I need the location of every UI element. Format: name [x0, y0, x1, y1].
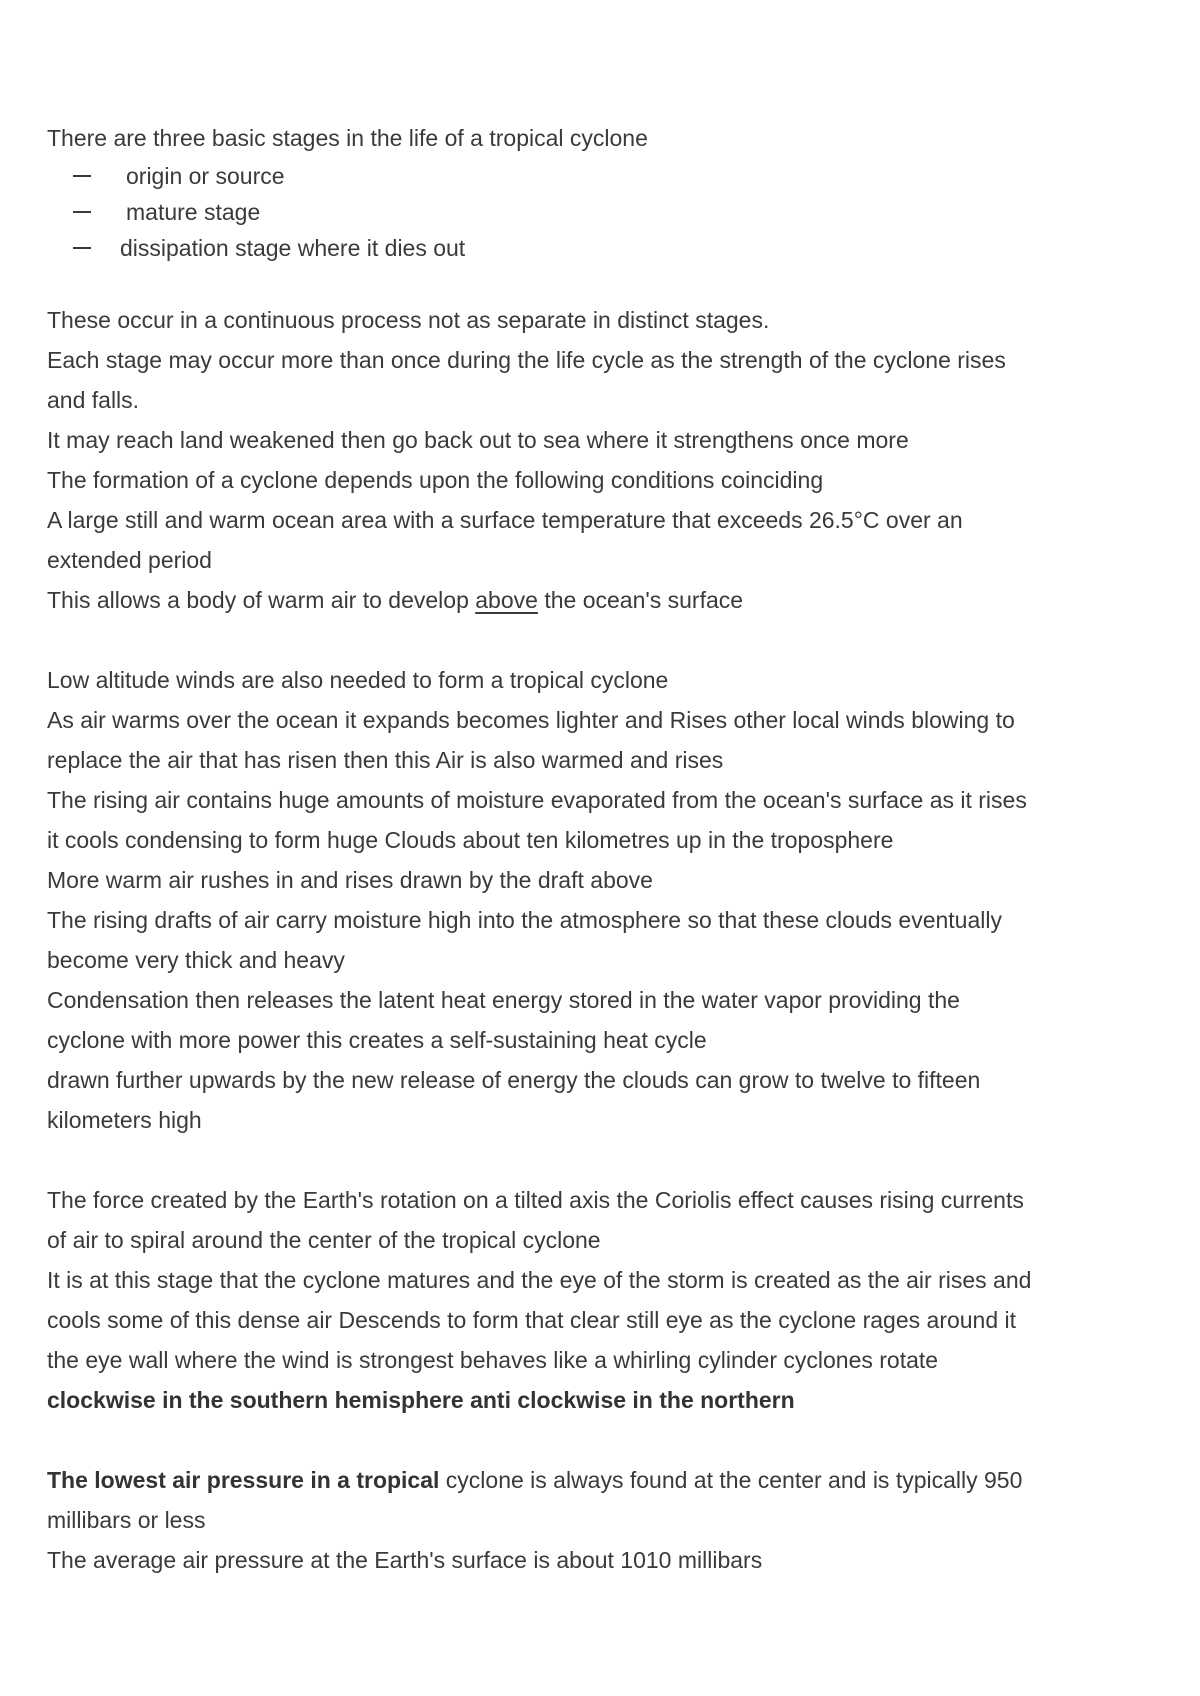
list-item [47, 194, 1167, 230]
list-item [47, 158, 1167, 194]
text-line: These occur in a continuous process not as separate in distinct stages. [47, 307, 770, 333]
text-line: the eye wall where the wind is strongest behaves like a whirling cylinder cyclones rotate [47, 1347, 939, 1373]
paragraph-gap [47, 620, 1167, 660]
dash-bullet-icon [73, 211, 91, 213]
paragraph-gap [47, 266, 1167, 300]
paragraph [47, 1460, 1167, 1580]
text-line: kilometers high [47, 1107, 202, 1133]
text-line [47, 580, 1167, 620]
text-line: millibars or less [47, 1507, 206, 1533]
text-line: Condensation then releases the latent heat energy stored in the water vapor providing the [47, 987, 960, 1013]
text-line: As air warms over the ocean it expands becomes lighter and Rises other local winds blowing to [47, 707, 1015, 733]
text-line: it cools condensing to form huge Clouds about ten kilometres up in the troposphere [47, 827, 894, 853]
list-item-text: dissipation stage where it dies out [120, 235, 466, 261]
bold-text-line: clockwise in the southern hemisphere anti clockwise in the northern [47, 1387, 795, 1413]
text-line: It is at this stage that the cyclone matures and the eye of the storm is created as the air rises and [47, 1267, 1032, 1293]
text-line: The formation of a cyclone depends upon the following conditions coinciding [47, 467, 824, 493]
text-line: extended period [47, 547, 212, 573]
text-line: It may reach land weakened then go back out to sea where it strengthens once more [47, 427, 909, 453]
text-line [47, 1460, 1167, 1500]
paragraph [47, 660, 1167, 1140]
stages-list [47, 158, 1167, 266]
paragraph [47, 1180, 1167, 1420]
text-segment: cyclone is always found at the center and is typically 950 [439, 1467, 1023, 1493]
text-line: A large still and warm ocean area with a surface temperature that exceeds 26.5°C over an [47, 507, 963, 533]
paragraph [47, 300, 1167, 620]
text-line: The rising drafts of air carry moisture high into the atmosphere so that these clouds eventually [47, 907, 1002, 933]
text-line: The rising air contains huge amounts of moisture evaporated from the ocean's surface as it rises [47, 787, 1027, 813]
text-segment: the ocean's surface [537, 587, 744, 613]
text-line: The force created by the Earth's rotation on a tilted axis the Coriolis effect causes rising currents [47, 1187, 1024, 1213]
bold-text-segment: The lowest air pressure in a tropical [47, 1467, 440, 1493]
list-item-text: origin or source [126, 163, 285, 189]
text-line: drawn further upwards by the new release of energy the clouds can grow to twelve to fifteen [47, 1067, 981, 1093]
list-item-text: mature stage [126, 199, 261, 225]
text-line: Low altitude winds are also needed to form a tropical cyclone [47, 667, 669, 693]
document-body [47, 118, 1167, 1580]
text-line: of air to spiral around the center of the tropical cyclone [47, 1227, 601, 1253]
text-line: Each stage may occur more than once during the life cycle as the strength of the cyclone rises [47, 347, 1006, 373]
text-line: cools some of this dense air Descends to form that clear still eye as the cyclone rages around it [47, 1307, 1017, 1333]
text-line: and falls. [47, 387, 140, 413]
underlined-word: above [475, 587, 538, 613]
dash-bullet-icon [73, 175, 91, 177]
paragraph-gap [47, 1420, 1167, 1460]
intro-text: There are three basic stages in the life of a tropical cyclone [47, 125, 648, 151]
paragraph-gap [47, 1140, 1167, 1180]
text-segment: This allows a body of warm air to develop [47, 587, 476, 613]
text-line: More warm air rushes in and rises drawn by the draft above [47, 867, 653, 893]
text-line: become very thick and heavy [47, 947, 345, 973]
text-line: cyclone with more power this creates a self-sustaining heat cycle [47, 1027, 707, 1053]
text-line: The average air pressure at the Earth's surface is about 1010 millibars [47, 1547, 763, 1573]
dash-bullet-icon [73, 247, 91, 249]
list-item [47, 230, 1167, 266]
text-line: replace the air that has risen then this Air is also warmed and rises [47, 747, 724, 773]
